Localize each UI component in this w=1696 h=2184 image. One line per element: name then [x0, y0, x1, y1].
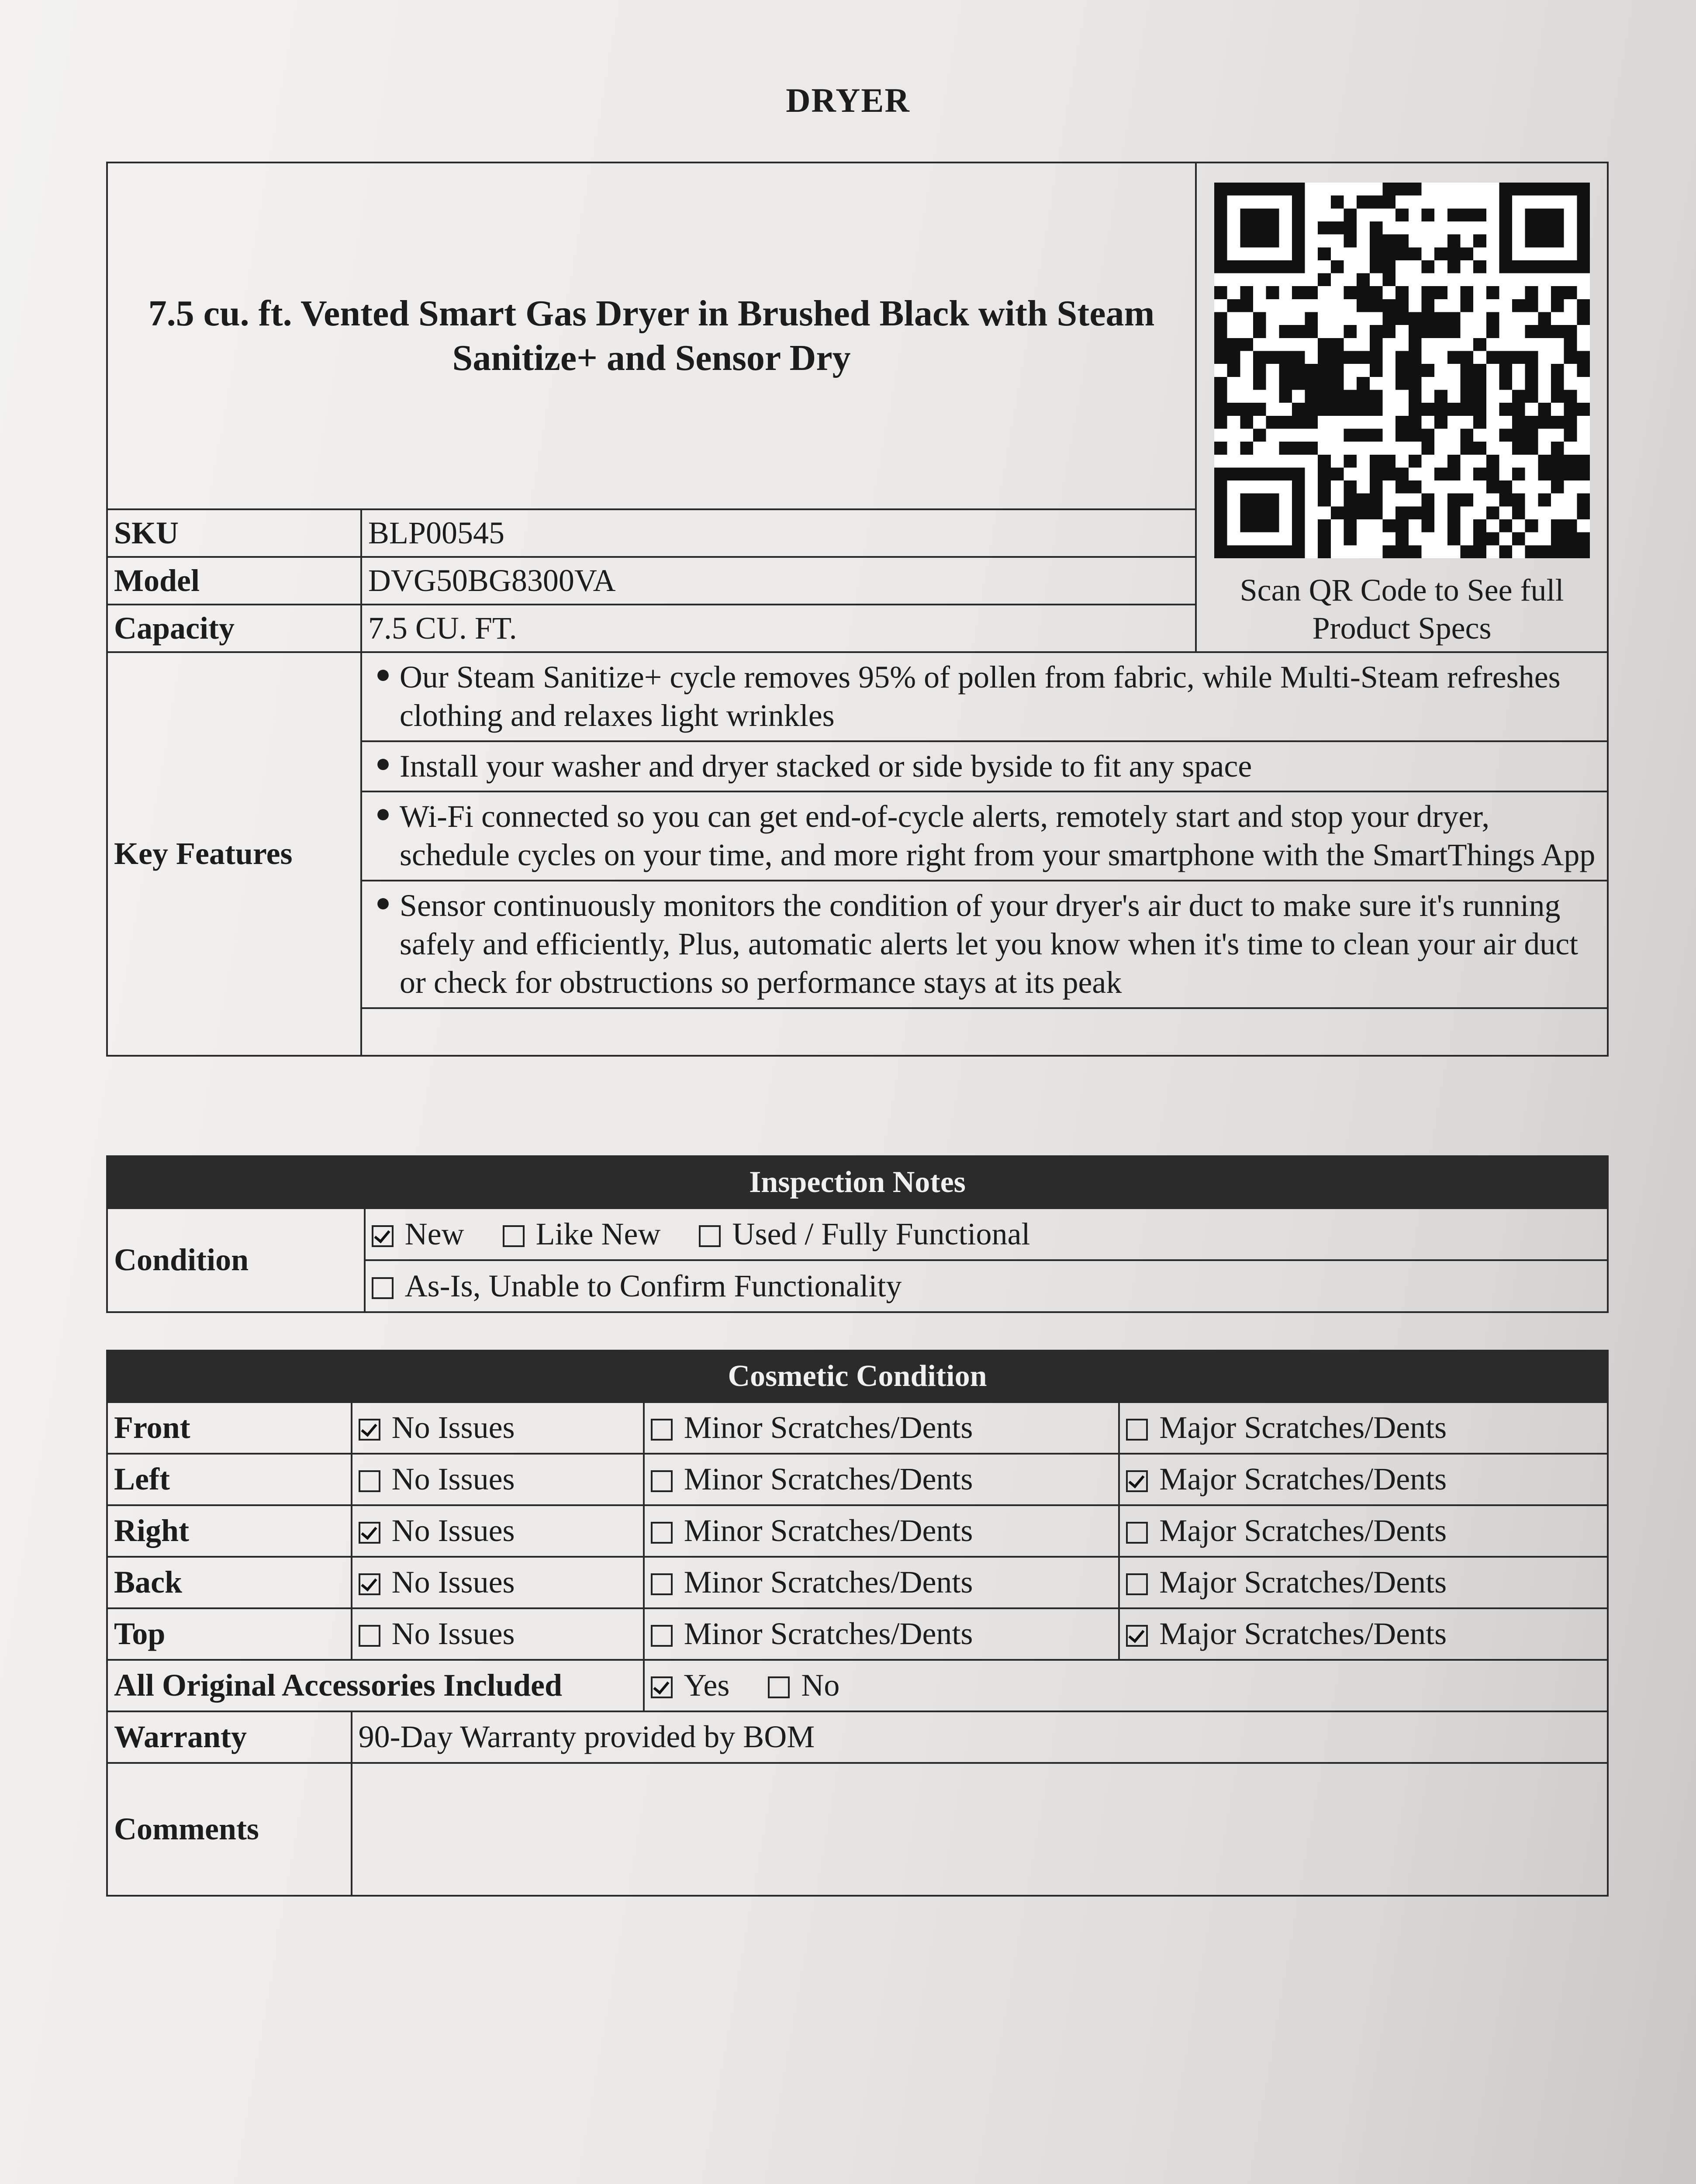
feature-item [361, 881, 1608, 1008]
checkbox[interactable] [359, 1470, 380, 1492]
cosmetic-row [107, 1608, 1608, 1660]
option-label: Major Scratches/Dents [1159, 1513, 1447, 1548]
warranty-value: 90-Day Warranty provided by BOM [352, 1711, 1608, 1763]
sku-value: BLP00545 [361, 509, 1196, 557]
model-label: Model [107, 557, 361, 605]
cosmetic-row [107, 1454, 1608, 1505]
bullet-icon: ● [375, 660, 391, 688]
warranty-label: Warranty [107, 1711, 352, 1763]
option-label: Major Scratches/Dents [1159, 1565, 1447, 1600]
bullet-icon: ● [375, 748, 391, 778]
checkbox-as-is[interactable] [372, 1277, 394, 1299]
cosmetic-option-cell [352, 1557, 644, 1608]
option-label: No Issues [391, 1565, 515, 1600]
feature-item [361, 741, 1608, 792]
cosmetic-option-cell [1119, 1608, 1608, 1660]
feature-item [361, 652, 1608, 741]
cosmetic-option-cell [644, 1608, 1119, 1660]
option-label: Major Scratches/Dents [1159, 1410, 1447, 1445]
checkbox[interactable] [1126, 1470, 1148, 1492]
condition-options-row [365, 1260, 1608, 1312]
cosmetic-header: Cosmetic Condition [107, 1351, 1608, 1402]
checkbox[interactable] [651, 1470, 673, 1492]
option-label: No Issues [391, 1513, 515, 1548]
checkbox-used[interactable] [699, 1225, 721, 1247]
cosmetic-row [107, 1557, 1608, 1608]
inspection-header: Inspection Notes [107, 1156, 1608, 1208]
cosmetic-option-cell [352, 1454, 644, 1505]
cosmetic-table [106, 1350, 1609, 1897]
cosmetic-option-cell [644, 1557, 1119, 1608]
cosmetic-row [107, 1402, 1608, 1454]
cosmetic-row-label: Back [107, 1557, 352, 1608]
cosmetic-row-label: Front [107, 1402, 352, 1454]
bullet-icon: ● [375, 888, 391, 917]
feature-text: Install your washer and dryer stacked or side byside to fit any space [399, 748, 1252, 784]
option-label: No Issues [391, 1410, 515, 1445]
cosmetic-row-label: Left [107, 1454, 352, 1505]
checkbox[interactable] [651, 1573, 673, 1595]
checkbox[interactable] [359, 1522, 380, 1544]
option-label: Minor Scratches/Dents [684, 1513, 973, 1548]
checkbox-accessories-yes[interactable] [651, 1676, 673, 1698]
checkbox[interactable] [1126, 1573, 1148, 1595]
feature-text: Sensor continuously monitors the condition of your dryer's air duct to make sure it's running safely and efficiently, Plus, automatic alerts let you know when it's time to clean your air duct or check for obstructions so performance stays at its peak [399, 888, 1579, 1000]
product-name: 7.5 cu. ft. Vented Smart Gas Dryer in Brushed Black with Steam Sanitize+ and Sensor Dry [107, 162, 1196, 509]
cosmetic-option-cell [644, 1402, 1119, 1454]
option-label: As-Is, Unable to Confirm Functionality [404, 1268, 902, 1303]
checkbox-like-new[interactable] [503, 1225, 525, 1247]
cosmetic-option-cell [1119, 1557, 1608, 1608]
cosmetic-row [107, 1505, 1608, 1557]
bullet-icon: ● [375, 799, 391, 828]
cosmetic-option-cell [352, 1402, 644, 1454]
capacity-value: 7.5 CU. FT. [361, 605, 1196, 652]
option-label: Minor Scratches/Dents [684, 1462, 973, 1497]
sku-label: SKU [107, 509, 361, 557]
cosmetic-option-cell [644, 1505, 1119, 1557]
option-label: Minor Scratches/Dents [684, 1616, 973, 1652]
checkbox[interactable] [1126, 1625, 1148, 1647]
condition-options-row [365, 1208, 1608, 1260]
qr-cell [1196, 162, 1608, 652]
cosmetic-option-cell [1119, 1402, 1608, 1454]
option-label: No [801, 1668, 840, 1703]
checkbox[interactable] [1126, 1522, 1148, 1544]
cosmetic-row-label: Top [107, 1608, 352, 1660]
option-label: Major Scratches/Dents [1159, 1462, 1447, 1497]
option-label: Used / Fully Functional [732, 1216, 1030, 1251]
inspection-table [106, 1155, 1609, 1313]
option-label: Like New [535, 1216, 661, 1251]
feature-item [361, 791, 1608, 881]
cosmetic-row-label: Right [107, 1505, 352, 1557]
cosmetic-option-cell [644, 1454, 1119, 1505]
cosmetic-option-cell [352, 1608, 644, 1660]
product-table [106, 162, 1609, 1057]
feature-empty-row [361, 1008, 1608, 1056]
option-label: No Issues [391, 1616, 515, 1652]
feature-text: Wi-Fi connected so you can get end-of-cycle alerts, remotely start and stop your dryer, schedule cycles on your time, and more right from your smartphone with the SmartThings App [399, 799, 1596, 873]
accessories-options [644, 1660, 1608, 1711]
accessories-label: All Original Accessories Included [107, 1660, 644, 1711]
comments-field[interactable] [352, 1763, 1608, 1896]
comments-label: Comments [107, 1763, 352, 1896]
feature-text: Our Steam Sanitize+ cycle removes 95% of pollen from fabric, while Multi-Steam refreshes clothing and relaxes light wrinkles [399, 660, 1561, 733]
document-title: DRYER [786, 81, 910, 119]
option-label: Yes [684, 1668, 730, 1703]
key-features-label: Key Features [107, 652, 361, 1056]
option-label: New [404, 1216, 464, 1251]
option-label: Minor Scratches/Dents [684, 1565, 973, 1600]
checkbox-new[interactable] [372, 1225, 394, 1247]
checkbox[interactable] [651, 1522, 673, 1544]
cosmetic-option-cell [1119, 1505, 1608, 1557]
option-label: No Issues [391, 1462, 515, 1497]
checkbox-accessories-no[interactable] [768, 1676, 790, 1698]
checkbox[interactable] [1126, 1419, 1148, 1441]
checkbox[interactable] [359, 1573, 380, 1595]
cosmetic-option-cell [352, 1505, 644, 1557]
qr-code-icon [1214, 183, 1590, 558]
checkbox[interactable] [651, 1419, 673, 1441]
checkbox[interactable] [359, 1419, 380, 1441]
option-label: Major Scratches/Dents [1159, 1616, 1447, 1652]
cosmetic-option-cell [1119, 1454, 1608, 1505]
condition-label: Condition [107, 1208, 365, 1312]
qr-caption: Scan QR Code to See full Product Specs [1240, 573, 1564, 646]
capacity-label: Capacity [107, 605, 361, 652]
model-value: DVG50BG8300VA [361, 557, 1196, 605]
option-label: Minor Scratches/Dents [684, 1410, 973, 1445]
checkbox[interactable] [651, 1625, 673, 1647]
checkbox[interactable] [359, 1625, 380, 1647]
